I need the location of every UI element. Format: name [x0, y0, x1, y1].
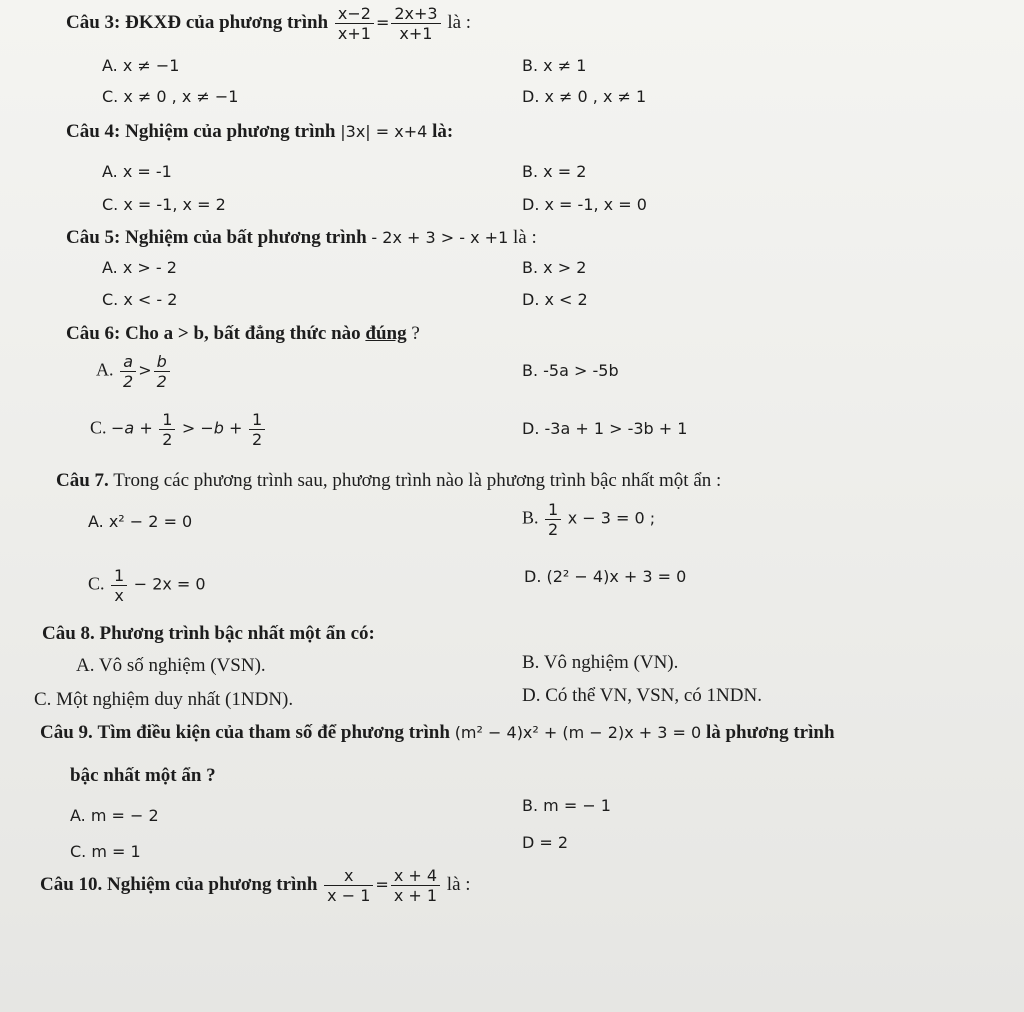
fraction: $\frac{x-2}{x+1}$	[335, 4, 374, 43]
question-3: Câu 3: ĐKXĐ của phương trình $\frac{x-2}{x+1}$ = $\frac{2x+3}{x+1}$ là :	[66, 4, 472, 43]
fraction: $\frac{x}{x - 1}$	[324, 866, 373, 905]
fraction: $\frac{x + 4}{x + 1}$	[391, 866, 440, 905]
option-b: B. x ≠ 1	[522, 56, 587, 75]
option-c: C. x ≠ 0 , x ≠ −1	[102, 87, 239, 106]
option-d: D. (2² − 4)x + 3 = 0	[524, 567, 687, 586]
option-c: C. Một nghiệm duy nhất (1NDN).	[34, 689, 294, 710]
option-d: D. x = -1, x = 0	[522, 195, 647, 214]
fraction: $\frac{1}{x}$	[111, 566, 127, 605]
option-a: A. Vô số nghiệm (VSN).	[76, 655, 266, 676]
option-b: B. x = 2	[522, 162, 587, 181]
option-b: B. $\frac{1}{2}$ x − 3 = 0 ;	[522, 500, 656, 539]
fraction: $\frac{2x+3}{x+1}$	[391, 4, 440, 43]
question-text: Trong các phương trình sau, phương trình nào là phương trình bậc nhất một ẩn :	[113, 470, 722, 491]
option-c: C. −a + $\frac{1}{2}$ > −b + $\frac{1}{2}$	[90, 410, 267, 449]
option-a: A. $\frac{a}{2}$ > $\frac{b}{2}$	[96, 352, 172, 391]
option-c: C. m = 1	[70, 842, 141, 861]
question-text: Tìm điều kiện của tham số để phương trình	[97, 722, 450, 743]
question-9-line-2: bậc nhất một ẩn ?	[70, 765, 216, 786]
question-text: ĐKXĐ của phương trình	[125, 11, 329, 33]
question-number: Câu 10.	[40, 873, 103, 895]
option-c: C. x = -1, x = 2	[102, 195, 226, 214]
fraction: $\frac{b}{2}$	[154, 352, 170, 391]
emphasis-word: đúng	[365, 323, 407, 344]
option-c: C. x < - 2	[102, 290, 178, 309]
option-a: A. x ≠ −1	[102, 56, 180, 75]
question-6: Câu 6: Cho a > b, bất đẳng thức nào đúng ?	[66, 323, 420, 344]
option-d: D. x ≠ 0 , x ≠ 1	[522, 87, 647, 106]
option-b: B. x > 2	[522, 258, 587, 277]
option-d: D = 2	[522, 833, 569, 852]
inequality: - 2x + 3 > - x +1	[371, 228, 509, 247]
fraction: $\frac{a}{2}$	[120, 352, 136, 391]
question-10: Câu 10. Nghiệm của phương trình $\frac{x}{x - 1}$ = $\frac{x + 4}{x + 1}$ là :	[40, 866, 471, 905]
question-text: Cho a > b, bất đẳng thức nào	[125, 323, 361, 344]
option-a: A. x > - 2	[102, 258, 177, 277]
fraction: $\frac{1}{2}$	[159, 410, 175, 449]
option-c: C. $\frac{1}{x}$ − 2x = 0	[88, 566, 206, 605]
question-9: Câu 9. Tìm điều kiện của tham số để phương trình (m² − 4)x² + (m − 2)x + 3 = 0 là phương trình	[40, 722, 835, 743]
equation: (m² − 4)x² + (m − 2)x + 3 = 0	[454, 723, 702, 742]
question-number: Câu 8.	[42, 623, 95, 644]
equation: |3x| = x+4	[340, 122, 428, 141]
question-number: Câu 7.	[56, 470, 109, 491]
question-number: Câu 5:	[66, 227, 121, 248]
question-text: Nghiệm của phương trình	[107, 873, 318, 895]
question-4: Câu 4: Nghiệm của phương trình |3x| = x+4 là:	[66, 121, 454, 142]
question-text: Phương trình bậc nhất một ẩn có:	[99, 623, 375, 644]
question-7	[56, 470, 721, 492]
option-b: B. Vô nghiệm (VN).	[522, 652, 679, 673]
option-a: A. x = -1	[102, 162, 172, 181]
option-d: D. x < 2	[522, 290, 588, 309]
option-b: B. m = − 1	[522, 796, 611, 815]
question-text: Nghiệm của bất phương trình	[125, 227, 367, 248]
option-d: D. Có thể VN, VSN, có 1NDN.	[522, 685, 762, 706]
fraction: $\frac{1}{2}$	[249, 410, 265, 449]
question-text: Nghiệm của phương trình	[125, 121, 336, 142]
question-number: Câu 6:	[66, 323, 121, 344]
fraction: $\frac{1}{2}$	[545, 500, 561, 539]
option-d: D. -3a + 1 > -3b + 1	[522, 419, 688, 438]
question-number: Câu 4:	[66, 121, 121, 142]
question-number: Câu 3:	[66, 11, 121, 33]
question-5: Câu 5: Nghiệm của bất phương trình - 2x + 3 > - x +1 là :	[66, 227, 537, 248]
question-number: Câu 9.	[40, 722, 93, 743]
option-a: A. m = − 2	[70, 806, 159, 825]
option-b: B. -5a > -5b	[522, 361, 619, 380]
option-a: A. x² − 2 = 0	[88, 512, 193, 531]
question-8	[42, 623, 375, 645]
